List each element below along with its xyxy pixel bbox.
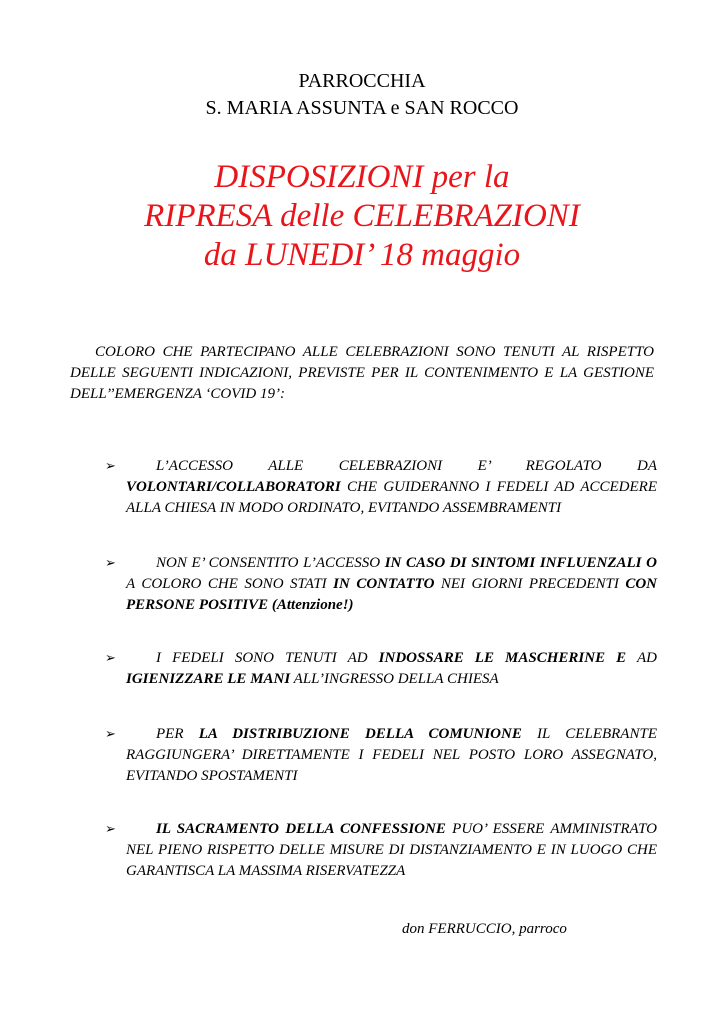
rules-list	[105, 456, 657, 882]
rule-item-communion: ➢ PER LA DISTRIBUZIONE DELLA COMUNIONE IL CELEBRANTE RAGGIUNGERA’ DIRETTAMENTE I FEDELI NEL POSTO LORO ASSEGNATO, EVITANDO SPOSTAMENTI	[105, 726, 657, 784]
arrowhead-bullet-icon: ➢	[105, 459, 116, 474]
title-line-3: da LUNEDI’ 18 maggio	[203, 237, 521, 273]
arrowhead-bullet-icon: ➢	[105, 727, 116, 742]
rule-item-masks: ➢ I FEDELI SONO TENUTI AD INDOSSARE LE MASCHERINE E AD IGIENIZZARE LE MANI ALL’INGRESSO DELLA CHIESA	[105, 650, 657, 687]
signature: don FERRUCCIO, parroco	[402, 921, 567, 937]
rule-item-access: ➢ L’ACCESSO ALLE CELEBRAZIONI E’ REGOLATO DA VOLONTARI/COLLABORATORI CHE GUIDERANNO I FEDELI AD ACCEDERE ALLA CHIESA IN MODO ORDINATO, EVITANDO ASSEMBRAMENTI	[105, 458, 657, 516]
title-line-2: RIPRESA delle CELEBRAZIONI	[144, 198, 580, 234]
parish-name: S. MARIA ASSUNTA e SAN ROCCO	[205, 97, 519, 119]
arrowhead-bullet-icon: ➢	[105, 651, 116, 666]
page-title	[0, 158, 724, 275]
arrowhead-bullet-icon: ➢	[105, 822, 116, 837]
title-line-1: DISPOSIZIONI per la	[214, 159, 510, 195]
parish-label: PARROCCHIA	[298, 70, 426, 92]
parish-header	[0, 68, 724, 122]
intro-text: COLORO CHE PARTECIPANO ALLE CELEBRAZIONI SONO TENUTI AL RISPETTO DELLE SEGUENTI INDICAZIONI, PREVISTE PER IL CONTENIMENTO E LA GESTIONE DELL’’EMERGENZA ‘COVID 19’:	[70, 344, 654, 402]
intro-paragraph	[70, 342, 654, 405]
arrowhead-bullet-icon: ➢	[105, 556, 116, 571]
rule-item-symptoms: ➢ NON E’ CONSENTITO L’ACCESSO IN CASO DI SINTOMI INFLUENZALI O A COLORO CHE SONO STATI IN CONTATTO NEI GIORNI PRECEDENTI CON PERSONE POSITIVE (Attenzione!)	[105, 555, 657, 613]
rule-item-confession: ➢ IL SACRAMENTO DELLA CONFESSIONE PUO’ ESSERE AMMINISTRATO NEL PIENO RISPETTO DELLE MISURE DI DISTANZIAMENTO E IN LUOGO CHE GARANTISCA LA MASSIMA RISERVATEZZA	[105, 821, 657, 879]
